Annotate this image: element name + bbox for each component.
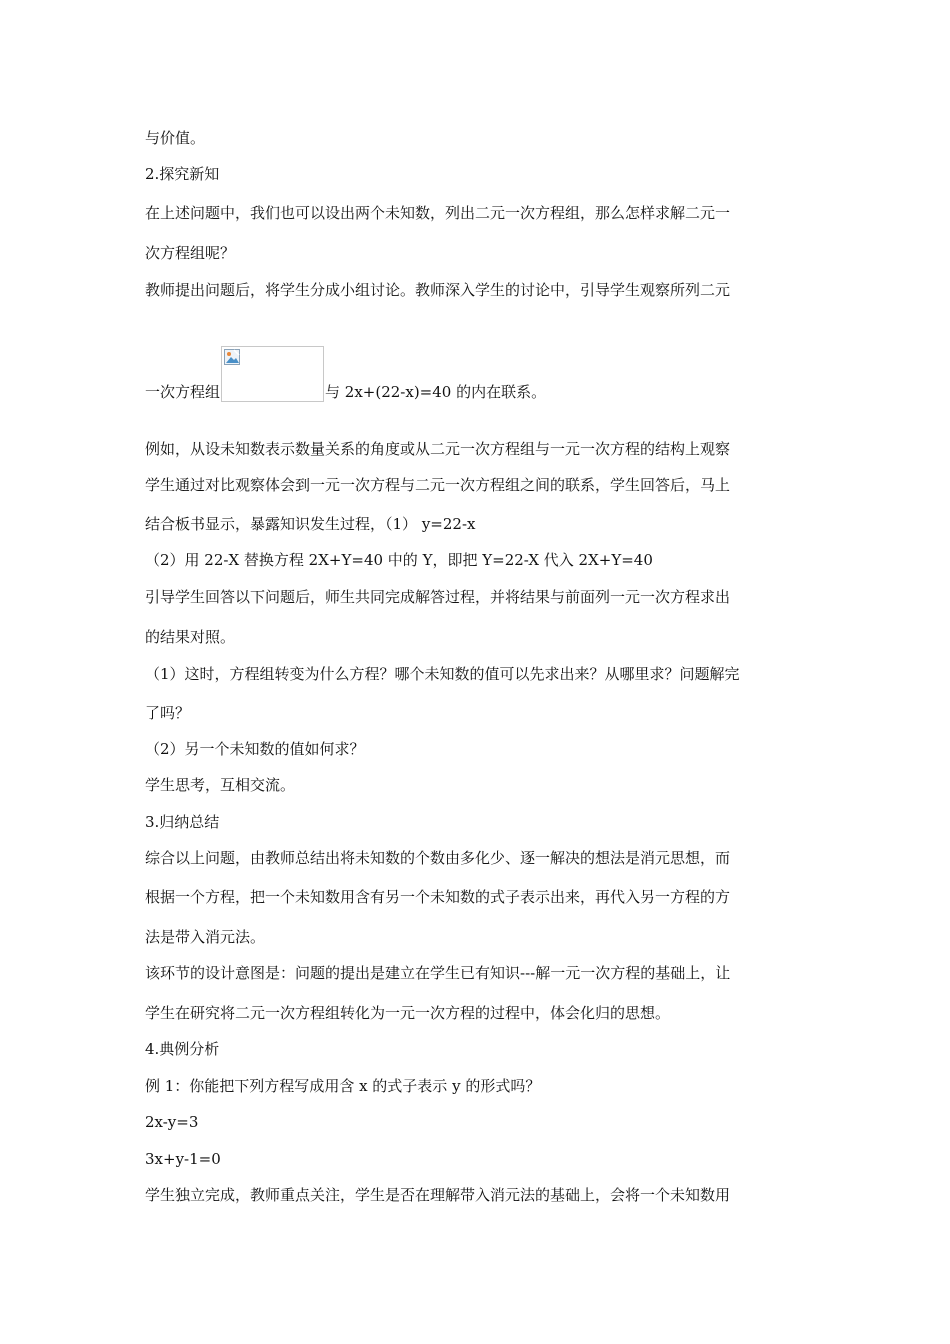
- section-heading: 2.探究新知: [145, 165, 220, 183]
- embedded-equation-image: [221, 346, 324, 402]
- text-line: 与价值。: [145, 129, 206, 147]
- equation-line: 2x-y=3: [145, 1113, 199, 1131]
- text-line: 综合以上问题，由教师总结出将未知数的个数由多化少、逐一解决的想法是消元思想，而: [145, 849, 731, 867]
- text-line: 学生独立完成，教师重点关注，学生是否在理解带入消元法的基础上，会将一个未知数用: [145, 1186, 731, 1204]
- text-line: 在上述问题中，我们也可以设出两个未知数，列出二元一次方程组，那么怎样求解二元一: [145, 204, 731, 222]
- text-line: 例如，从设未知数表示数量关系的角度或从二元一次方程组与一元一次方程的结构上观察: [145, 440, 731, 458]
- text-fragment: 一次方程组: [145, 383, 221, 401]
- section-heading: 4.典例分析: [145, 1040, 220, 1058]
- text-line: （2）另一个未知数的值如何求？: [145, 740, 365, 758]
- text-line: 结合板书显示，暴露知识发生过程，（1） y=22-x: [145, 515, 476, 533]
- text-line: 引导学生回答以下问题后，师生共同完成解答过程，并将结果与前面列一元一次方程求出: [145, 588, 731, 606]
- text-line: 学生通过对比观察体会到一元一次方程与二元一次方程组之间的联系，学生回答后，马上: [145, 476, 731, 494]
- text-line: （2）用 22-X 替换方程 2X+Y=40 中的 Y，即把 Y=22-X 代入 2X+Y=40: [145, 551, 653, 569]
- text-line: 法是带入消元法。: [145, 928, 266, 946]
- text-line: 例 1：你能把下列方程写成用含 x 的式子表示 y 的形式吗？: [145, 1077, 541, 1095]
- text-line: 学生在研究将二元一次方程组转化为一元一次方程的过程中，体会化归的思想。: [145, 1004, 671, 1022]
- text-line: 教师提出问题后，将学生分成小组讨论。教师深入学生的讨论中，引导学生观察所列二元: [145, 281, 731, 299]
- text-line-with-image: [145, 346, 546, 402]
- text-fragment: 与 2x+(22-x)=40 的内在联系。: [325, 383, 547, 401]
- section-heading: 3.归纳总结: [145, 813, 220, 831]
- text-line: 根据一个方程，把一个未知数用含有另一个未知数的式子表示出来，再代入另一方程的方: [145, 888, 731, 906]
- text-line: 学生思考，互相交流。: [145, 776, 296, 794]
- broken-image-icon: [224, 349, 240, 365]
- text-line: 的结果对照。: [145, 628, 236, 646]
- text-line: 次方程组呢？: [145, 244, 236, 262]
- text-line: （1）这时，方程组转变为什么方程？哪个未知数的值可以先求出来？从哪里求？问题解完: [145, 665, 740, 683]
- equation-line: 3x+y-1=0: [145, 1150, 221, 1168]
- text-line: 该环节的设计意图是：问题的提出是建立在学生已有知识---解一元一次方程的基础上，让: [145, 964, 731, 982]
- text-line: 了吗？: [145, 704, 191, 722]
